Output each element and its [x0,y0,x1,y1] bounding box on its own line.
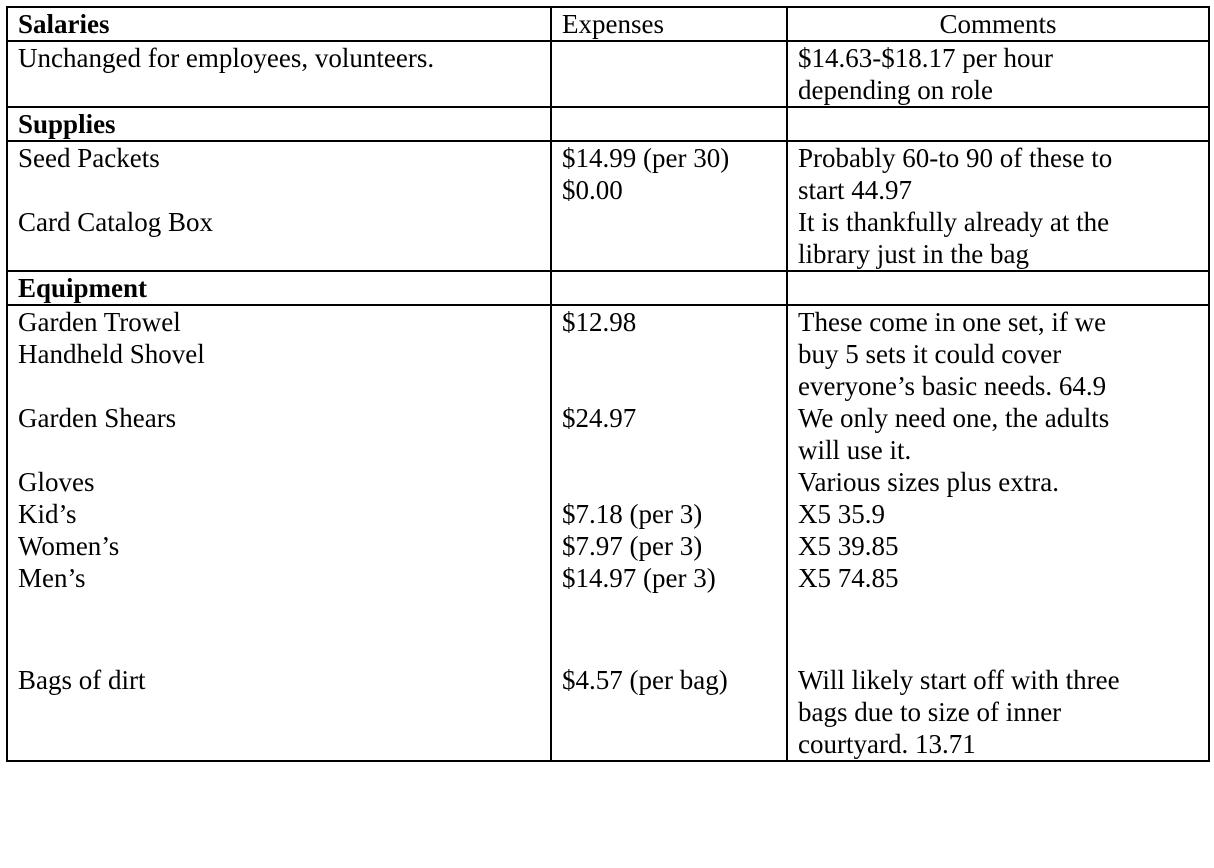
gloves-comment: Various sizes plus extra. [798,467,1059,497]
line-spacer [18,174,540,206]
bags-of-dirt-comment-line: courtyard. 13.71 [798,729,976,759]
line-spacer [18,434,540,466]
equipment-heading-cell [7,271,551,305]
line-spacer [562,338,776,370]
garden-trowel-expense: $12.98 [562,307,637,337]
garden-shears-comment-line: We only need one, the adults [798,403,1110,433]
line-spacer [18,238,540,270]
salaries-item-cell [7,41,551,107]
block-spacer [18,594,540,664]
kids-gloves-comment: X5 35.9 [798,499,885,529]
supplies-row [7,141,1209,271]
salaries-comment-cell [787,41,1209,107]
mens-gloves-item: Men’s [18,563,86,593]
garden-shears-expense: $24.97 [562,403,637,433]
equipment-items-cell [7,305,551,761]
bags-of-dirt-expense: $4.57 (per bag) [562,665,728,695]
line-spacer [562,434,776,466]
line-spacer [18,370,540,402]
salaries-comment-line: depending on role [798,75,993,105]
supplies-heading-cell [7,107,551,141]
supplies-heading: Supplies [18,109,116,139]
salaries-comment-line: $14.63-$18.17 per hour [798,43,1053,73]
mens-gloves-expense: $14.97 (per 3) [562,563,716,593]
empty-cell [787,107,1209,141]
equipment-heading-row [7,271,1209,305]
seed-packets-comment-line: Probably 60-to 90 of these to [798,143,1113,173]
salaries-heading: Salaries [18,9,110,39]
trowel-set-comment-line: buy 5 sets it could cover [798,339,1062,369]
salaries-item: Unchanged for employees, volunteers. [18,43,435,73]
block-spacer [562,594,776,664]
womens-gloves-comment: X5 39.85 [798,531,899,561]
card-catalog-box-comment-line: library just in the bag [798,239,1029,269]
trowel-set-comment-line: These come in one set, if we [798,307,1107,337]
seed-packets-comment-line: start 44.97 [798,175,912,205]
card-catalog-box-item: Card Catalog Box [18,207,213,237]
header-row [7,7,1209,41]
supplies-heading-row [7,107,1209,141]
line-spacer [18,728,540,760]
supplies-comments-cell [787,141,1209,271]
mens-gloves-comment: X5 74.85 [798,563,899,593]
gloves-expense [562,466,776,498]
garden-shears-comment-line: will use it. [798,435,912,465]
kids-gloves-expense: $7.18 (per 3) [562,499,703,529]
equipment-heading: Equipment [18,273,148,303]
equipment-comments-cell [787,305,1209,761]
comments-column-header: Comments [939,9,1057,39]
garden-trowel-item: Garden Trowel [18,307,181,337]
empty-cell [787,271,1209,305]
card-catalog-box-expense: $0.00 [562,175,623,205]
kids-gloves-item: Kid’s [18,499,77,529]
womens-gloves-expense: $7.97 (per 3) [562,531,703,561]
expenses-column-header: Expenses [562,9,664,39]
seed-packets-item: Seed Packets [18,143,160,173]
line-spacer [18,696,540,728]
block-spacer [798,594,1198,664]
bags-of-dirt-comment-line: Will likely start off with three [798,665,1120,695]
header-comments-cell [787,7,1209,41]
equipment-expenses-cell [551,305,787,761]
trowel-set-comment-line: everyone’s basic needs. 64.9 [798,371,1107,401]
garden-shears-item: Garden Shears [18,403,177,433]
salaries-expense [562,42,776,74]
seed-packets-expense: $14.99 (per 30) [562,143,730,173]
card-catalog-box-comment-line: It is thankfully already at the [798,207,1110,237]
womens-gloves-item: Women’s [18,531,120,561]
empty-cell [551,271,787,305]
budget-table [6,6,1210,762]
line-spacer [562,370,776,402]
empty-cell [551,107,787,141]
supplies-expenses-cell [551,141,787,271]
header-expenses-cell [551,7,787,41]
gloves-item: Gloves [18,467,95,497]
handheld-shovel-item: Handheld Shovel [18,339,205,369]
bags-of-dirt-comment-line: bags due to size of inner [798,697,1062,727]
bags-of-dirt-item: Bags of dirt [18,665,146,695]
salaries-row [7,41,1209,107]
header-section-cell [7,7,551,41]
salaries-expense-cell [551,41,787,107]
supplies-items-cell [7,141,551,271]
equipment-row [7,305,1209,761]
